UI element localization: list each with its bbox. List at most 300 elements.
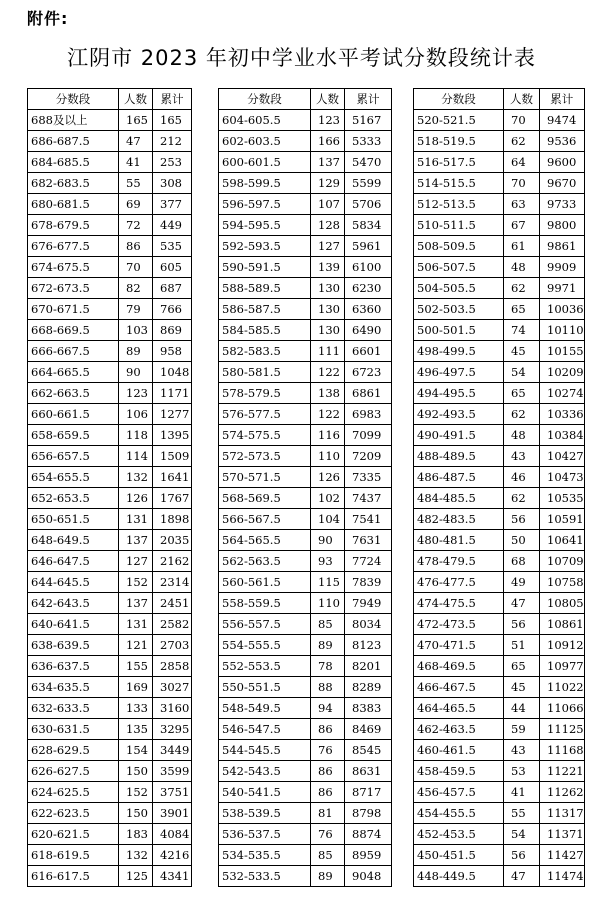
count-cell: 89 [311, 866, 345, 887]
score-range-cell: 632-633.5 [28, 698, 119, 719]
score-range-cell: 552-553.5 [219, 656, 311, 677]
score-range-cell: 556-557.5 [219, 614, 311, 635]
table-row [414, 425, 585, 446]
count-cell: 125 [119, 866, 153, 887]
count-cell: 130 [311, 278, 345, 299]
cumulative-cell: 9536 [540, 131, 585, 152]
count-cell: 45 [504, 341, 540, 362]
count-cell: 48 [504, 257, 540, 278]
score-range-cell: 588-589.5 [219, 278, 311, 299]
score-range-cell: 596-597.5 [219, 194, 311, 215]
cumulative-cell: 10709 [540, 551, 585, 572]
count-cell: 68 [504, 551, 540, 572]
table-row [28, 194, 192, 215]
score-range-cell: 572-573.5 [219, 446, 311, 467]
score-range-cell: 656-657.5 [28, 446, 119, 467]
score-range-cell: 660-661.5 [28, 404, 119, 425]
cumulative-cell: 8289 [345, 677, 392, 698]
table-row [414, 635, 585, 656]
score-range-cell: 448-449.5 [414, 866, 504, 887]
table-row [414, 572, 585, 593]
count-cell: 65 [504, 656, 540, 677]
cumulative-cell: 958 [153, 341, 192, 362]
count-cell: 130 [311, 299, 345, 320]
score-range-cell: 628-629.5 [28, 740, 119, 761]
cumulative-cell: 5834 [345, 215, 392, 236]
cumulative-cell: 7437 [345, 488, 392, 509]
count-cell: 126 [119, 488, 153, 509]
count-cell: 46 [504, 467, 540, 488]
score-range-cell: 474-475.5 [414, 593, 504, 614]
table-row [414, 803, 585, 824]
table-row [28, 131, 192, 152]
score-range-cell: 620-621.5 [28, 824, 119, 845]
cumulative-cell: 10861 [540, 614, 585, 635]
count-cell: 102 [311, 488, 345, 509]
score-range-cell: 644-645.5 [28, 572, 119, 593]
table-row [28, 677, 192, 698]
table-row [28, 215, 192, 236]
count-cell: 88 [311, 677, 345, 698]
cumulative-cell: 1395 [153, 425, 192, 446]
table-row [414, 551, 585, 572]
count-cell: 137 [311, 152, 345, 173]
count-cell: 137 [119, 593, 153, 614]
table-row [219, 803, 392, 824]
count-cell: 127 [119, 551, 153, 572]
count-cell: 90 [311, 530, 345, 551]
table-row [28, 173, 192, 194]
score-range-cell: 480-481.5 [414, 530, 504, 551]
table-row [28, 719, 192, 740]
table-row [414, 719, 585, 740]
cumulative-cell: 5961 [345, 236, 392, 257]
cumulative-cell: 11168 [540, 740, 585, 761]
count-cell: 131 [119, 614, 153, 635]
score-range-cell: 454-455.5 [414, 803, 504, 824]
score-range-cell: 532-533.5 [219, 866, 311, 887]
score-range-cell: 466-467.5 [414, 677, 504, 698]
table-row [414, 593, 585, 614]
cumulative-cell: 9733 [540, 194, 585, 215]
score-range-cell: 450-451.5 [414, 845, 504, 866]
cumulative-cell: 6230 [345, 278, 392, 299]
count-cell: 63 [504, 194, 540, 215]
score-range-cell: 534-535.5 [219, 845, 311, 866]
table-row [414, 656, 585, 677]
score-range-cell: 686-687.5 [28, 131, 119, 152]
cumulative-cell: 2858 [153, 656, 192, 677]
table-row [219, 866, 392, 887]
cumulative-cell: 10912 [540, 635, 585, 656]
table-row [219, 614, 392, 635]
score-range-cell: 568-569.5 [219, 488, 311, 509]
table-row [219, 845, 392, 866]
cumulative-cell: 2703 [153, 635, 192, 656]
count-cell: 110 [311, 593, 345, 614]
table-row [414, 845, 585, 866]
table-row [28, 824, 192, 845]
count-cell: 122 [311, 404, 345, 425]
count-cell: 104 [311, 509, 345, 530]
count-cell: 47 [504, 593, 540, 614]
table-row [414, 467, 585, 488]
score-range-cell: 548-549.5 [219, 698, 311, 719]
count-cell: 79 [119, 299, 153, 320]
score-range-cell: 504-505.5 [414, 278, 504, 299]
table-row [219, 677, 392, 698]
score-range-cell: 518-519.5 [414, 131, 504, 152]
count-cell: 122 [311, 362, 345, 383]
score-range-cell: 516-517.5 [414, 152, 504, 173]
score-range-cell: 496-497.5 [414, 362, 504, 383]
cumulative-cell: 2582 [153, 614, 192, 635]
table-row [28, 467, 192, 488]
table-row [219, 572, 392, 593]
score-range-cell: 642-643.5 [28, 593, 119, 614]
cumulative-cell: 8469 [345, 719, 392, 740]
count-cell: 135 [119, 719, 153, 740]
score-range-cell: 630-631.5 [28, 719, 119, 740]
count-cell: 110 [311, 446, 345, 467]
table-row [414, 236, 585, 257]
cumulative-cell: 8874 [345, 824, 392, 845]
table-row [414, 509, 585, 530]
table-row [414, 404, 585, 425]
cumulative-cell: 8717 [345, 782, 392, 803]
cumulative-cell: 7541 [345, 509, 392, 530]
cumulative-cell: 7949 [345, 593, 392, 614]
table-row [28, 509, 192, 530]
cumulative-cell: 6360 [345, 299, 392, 320]
count-cell: 90 [119, 362, 153, 383]
cumulative-cell: 10473 [540, 467, 585, 488]
table-row [219, 278, 392, 299]
cumulative-cell: 8545 [345, 740, 392, 761]
count-cell: 103 [119, 320, 153, 341]
count-cell: 48 [504, 425, 540, 446]
score-range-cell: 452-453.5 [414, 824, 504, 845]
count-cell: 86 [119, 236, 153, 257]
cumulative-cell: 10036 [540, 299, 585, 320]
table-row [28, 740, 192, 761]
table-row [219, 467, 392, 488]
count-cell: 86 [311, 719, 345, 740]
score-range-cell: 646-647.5 [28, 551, 119, 572]
table-row [219, 782, 392, 803]
cumulative-cell: 10384 [540, 425, 585, 446]
score-range-cell: 580-581.5 [219, 362, 311, 383]
score-range-cell: 654-655.5 [28, 467, 119, 488]
table-row [414, 614, 585, 635]
count-cell: 183 [119, 824, 153, 845]
score-range-cell: 658-659.5 [28, 425, 119, 446]
count-cell: 76 [311, 824, 345, 845]
score-range-cell: 484-485.5 [414, 488, 504, 509]
cumulative-cell: 3449 [153, 740, 192, 761]
count-cell: 65 [504, 383, 540, 404]
count-cell: 56 [504, 509, 540, 530]
count-cell: 70 [119, 257, 153, 278]
count-cell: 76 [311, 740, 345, 761]
cumulative-cell: 2314 [153, 572, 192, 593]
cumulative-cell: 605 [153, 257, 192, 278]
score-range-cell: 672-673.5 [28, 278, 119, 299]
table-row [219, 173, 392, 194]
score-range-cell: 490-491.5 [414, 425, 504, 446]
table-row [219, 593, 392, 614]
page-title: 江阴市 2023 年初中学业水平考试分数段统计表 [67, 46, 536, 70]
cumulative-cell: 9600 [540, 152, 585, 173]
count-cell: 131 [119, 509, 153, 530]
score-table-3 [413, 88, 585, 887]
count-cell: 62 [504, 488, 540, 509]
table-row [414, 866, 585, 887]
table-row [414, 383, 585, 404]
count-cell: 86 [311, 782, 345, 803]
score-range-cell: 684-685.5 [28, 152, 119, 173]
score-range-cell: 508-509.5 [414, 236, 504, 257]
cumulative-cell: 5470 [345, 152, 392, 173]
table-row [28, 236, 192, 257]
cumulative-cell: 4216 [153, 845, 192, 866]
count-cell: 50 [504, 530, 540, 551]
cumulative-cell: 10274 [540, 383, 585, 404]
score-range-cell: 502-503.5 [414, 299, 504, 320]
cumulative-cell: 11371 [540, 824, 585, 845]
table-row [219, 740, 392, 761]
cumulative-cell: 687 [153, 278, 192, 299]
header-score-range: 分数段 [414, 89, 504, 110]
score-range-cell: 598-599.5 [219, 173, 311, 194]
score-range-cell: 592-593.5 [219, 236, 311, 257]
count-cell: 123 [119, 383, 153, 404]
score-range-cell: 472-473.5 [414, 614, 504, 635]
score-range-cell: 560-561.5 [219, 572, 311, 593]
cumulative-cell: 10758 [540, 572, 585, 593]
table-row [28, 404, 192, 425]
count-cell: 133 [119, 698, 153, 719]
cumulative-cell: 6601 [345, 341, 392, 362]
cumulative-cell: 10805 [540, 593, 585, 614]
table-row [219, 299, 392, 320]
cumulative-cell: 8123 [345, 635, 392, 656]
score-range-cell: 618-619.5 [28, 845, 119, 866]
count-cell: 137 [119, 530, 153, 551]
score-range-cell: 678-679.5 [28, 215, 119, 236]
cumulative-cell: 11022 [540, 677, 585, 698]
cumulative-cell: 6983 [345, 404, 392, 425]
cumulative-cell: 9861 [540, 236, 585, 257]
header-score-range: 分数段 [28, 89, 119, 110]
table-row [219, 446, 392, 467]
count-cell: 132 [119, 845, 153, 866]
cumulative-cell: 9474 [540, 110, 585, 131]
cumulative-cell: 3027 [153, 677, 192, 698]
table-row [219, 656, 392, 677]
table-row [219, 635, 392, 656]
table-row [219, 320, 392, 341]
score-range-cell: 536-537.5 [219, 824, 311, 845]
table-row [219, 425, 392, 446]
table-row [28, 110, 192, 131]
score-range-cell: 562-563.5 [219, 551, 311, 572]
score-range-cell: 634-635.5 [28, 677, 119, 698]
cumulative-cell: 9048 [345, 866, 392, 887]
header-count: 人数 [119, 89, 153, 110]
count-cell: 81 [311, 803, 345, 824]
count-cell: 93 [311, 551, 345, 572]
count-cell: 43 [504, 446, 540, 467]
table-row [219, 362, 392, 383]
count-cell: 150 [119, 803, 153, 824]
count-cell: 62 [504, 404, 540, 425]
cumulative-cell: 11221 [540, 761, 585, 782]
cumulative-cell: 3295 [153, 719, 192, 740]
count-cell: 118 [119, 425, 153, 446]
score-range-cell: 488-489.5 [414, 446, 504, 467]
count-cell: 152 [119, 572, 153, 593]
table-row [219, 194, 392, 215]
cumulative-cell: 1898 [153, 509, 192, 530]
table-header-row [414, 89, 585, 110]
cumulative-cell: 11262 [540, 782, 585, 803]
header-cumulative: 累计 [345, 89, 392, 110]
count-cell: 169 [119, 677, 153, 698]
table-row [414, 488, 585, 509]
count-cell: 78 [311, 656, 345, 677]
count-cell: 44 [504, 698, 540, 719]
cumulative-cell: 8959 [345, 845, 392, 866]
score-range-cell: 584-585.5 [219, 320, 311, 341]
table-row [414, 362, 585, 383]
score-range-cell: 668-669.5 [28, 320, 119, 341]
score-range-cell: 542-543.5 [219, 761, 311, 782]
count-cell: 56 [504, 614, 540, 635]
table-row [414, 257, 585, 278]
cumulative-cell: 449 [153, 215, 192, 236]
score-range-cell: 476-477.5 [414, 572, 504, 593]
table-row [219, 761, 392, 782]
table-row [219, 131, 392, 152]
count-cell: 89 [311, 635, 345, 656]
score-range-cell: 676-677.5 [28, 236, 119, 257]
cumulative-cell: 2035 [153, 530, 192, 551]
count-cell: 85 [311, 845, 345, 866]
score-range-cell: 558-559.5 [219, 593, 311, 614]
count-cell: 43 [504, 740, 540, 761]
count-cell: 72 [119, 215, 153, 236]
table-row [28, 446, 192, 467]
table-row [28, 635, 192, 656]
count-cell: 111 [311, 341, 345, 362]
count-cell: 54 [504, 362, 540, 383]
table-row [414, 173, 585, 194]
cumulative-cell: 7724 [345, 551, 392, 572]
score-range-cell: 650-651.5 [28, 509, 119, 530]
cumulative-cell: 3751 [153, 782, 192, 803]
cumulative-cell: 8631 [345, 761, 392, 782]
table-row [28, 803, 192, 824]
table-row [414, 824, 585, 845]
cumulative-cell: 253 [153, 152, 192, 173]
score-range-cell: 492-493.5 [414, 404, 504, 425]
table-row [414, 215, 585, 236]
table-row [414, 761, 585, 782]
table-row [414, 677, 585, 698]
cumulative-cell: 5706 [345, 194, 392, 215]
cumulative-cell: 10110 [540, 320, 585, 341]
cumulative-cell: 10155 [540, 341, 585, 362]
cumulative-cell: 10336 [540, 404, 585, 425]
header-cumulative: 累计 [540, 89, 585, 110]
cumulative-cell: 10209 [540, 362, 585, 383]
count-cell: 85 [311, 614, 345, 635]
score-range-cell: 682-683.5 [28, 173, 119, 194]
table-row [28, 593, 192, 614]
cumulative-cell: 212 [153, 131, 192, 152]
count-cell: 94 [311, 698, 345, 719]
count-cell: 116 [311, 425, 345, 446]
attachment-label: 附件: [27, 9, 69, 28]
cumulative-cell: 6861 [345, 383, 392, 404]
table-header-row [219, 89, 392, 110]
table-row [28, 866, 192, 887]
cumulative-cell: 3901 [153, 803, 192, 824]
score-range-cell: 574-575.5 [219, 425, 311, 446]
count-cell: 154 [119, 740, 153, 761]
score-range-cell: 680-681.5 [28, 194, 119, 215]
cumulative-cell: 5599 [345, 173, 392, 194]
score-range-cell: 648-649.5 [28, 530, 119, 551]
count-cell: 47 [504, 866, 540, 887]
score-range-cell: 470-471.5 [414, 635, 504, 656]
cumulative-cell: 6100 [345, 257, 392, 278]
table-row [219, 404, 392, 425]
score-range-cell: 666-667.5 [28, 341, 119, 362]
cumulative-cell: 10641 [540, 530, 585, 551]
table-row [28, 341, 192, 362]
count-cell: 55 [119, 173, 153, 194]
cumulative-cell: 165 [153, 110, 192, 131]
cumulative-cell: 1509 [153, 446, 192, 467]
cumulative-cell: 11066 [540, 698, 585, 719]
table-row [219, 530, 392, 551]
score-range-cell: 460-461.5 [414, 740, 504, 761]
score-range-cell: 622-623.5 [28, 803, 119, 824]
count-cell: 67 [504, 215, 540, 236]
score-range-cell: 554-555.5 [219, 635, 311, 656]
cumulative-cell: 7335 [345, 467, 392, 488]
count-cell: 62 [504, 278, 540, 299]
table-row [414, 320, 585, 341]
score-table-1 [27, 88, 192, 887]
score-range-cell: 570-571.5 [219, 467, 311, 488]
table-row [28, 488, 192, 509]
cumulative-cell: 8034 [345, 614, 392, 635]
count-cell: 165 [119, 110, 153, 131]
count-cell: 47 [119, 131, 153, 152]
table-row [219, 698, 392, 719]
count-cell: 41 [504, 782, 540, 803]
score-range-cell: 468-469.5 [414, 656, 504, 677]
cumulative-cell: 766 [153, 299, 192, 320]
table-row [28, 320, 192, 341]
score-range-cell: 586-587.5 [219, 299, 311, 320]
count-cell: 56 [504, 845, 540, 866]
header-cumulative: 累计 [153, 89, 192, 110]
score-range-cell: 564-565.5 [219, 530, 311, 551]
